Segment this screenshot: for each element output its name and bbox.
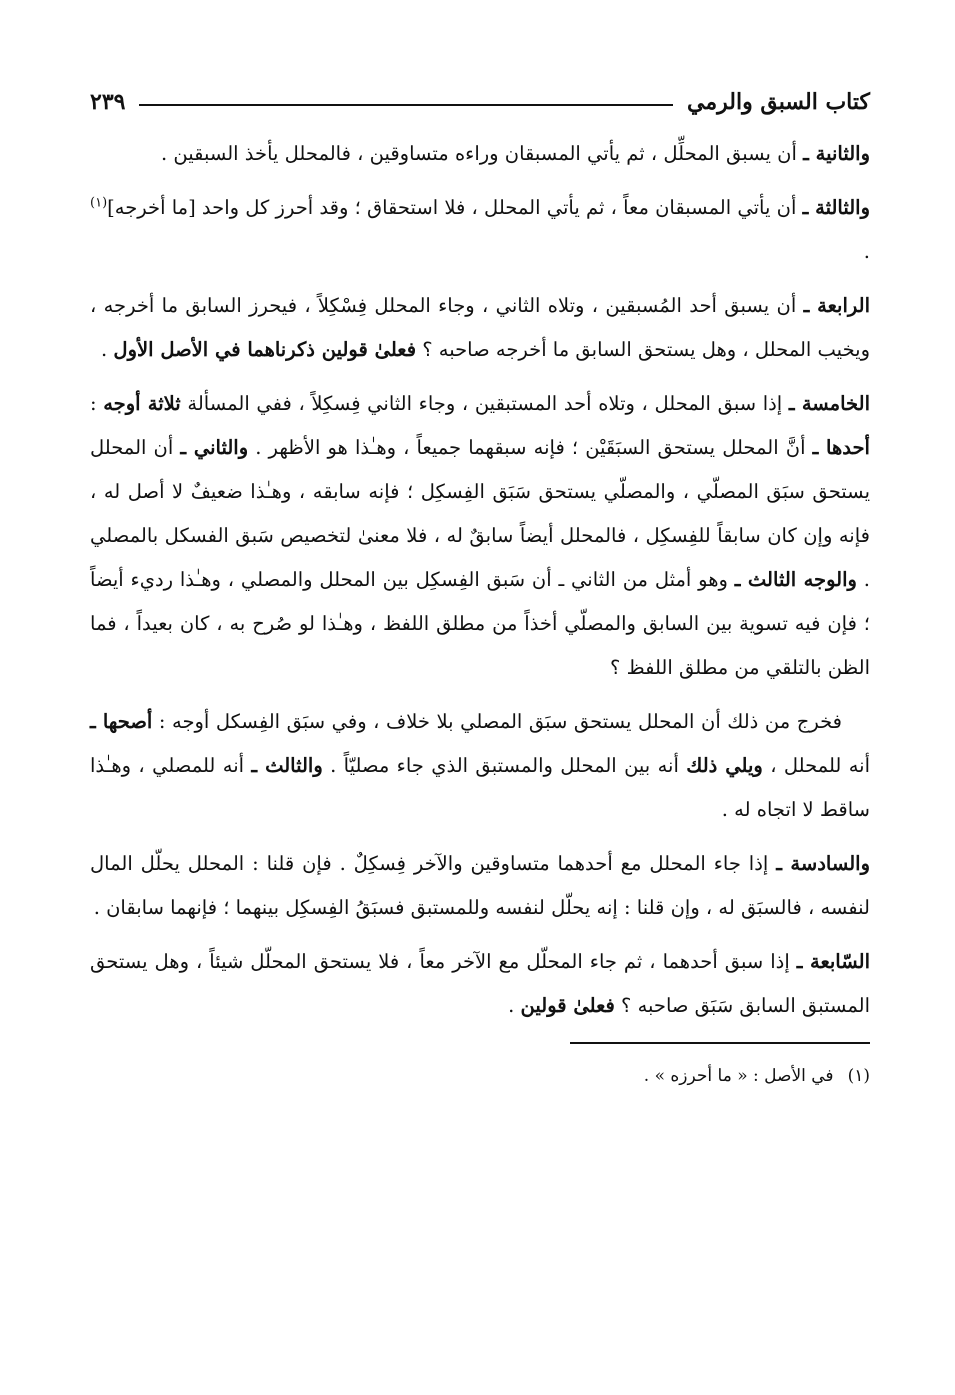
paragraph-tail: . (101, 338, 114, 361)
paragraph-tail: . (863, 240, 870, 263)
bold-term: والثالث ـ (251, 754, 323, 777)
paragraph-text: أن يأتي المسبقان معاً ، ثم يأتي المحلل ، فلا استحقاق ؛ وقد أحرز كل واحد [ما أخرجه] (107, 196, 803, 219)
paragraph-text: إذا سبق أحدهما ، ثم جاء المحلّل مع الآخر معاً ، فلا يستحق المحلّل شيئاً ، وهل يستحق المستبق السابق سَبَق صاحبه ؟ (90, 950, 870, 1017)
paragraph-text: أن يسبق أحد المُسبقين ، وتلاه الثاني ، وجاء المحلل فِسْكِلاً ، فيحرز السابق ما أخرجه ، ويخيب المحلل ، وهل يستحق السابق ما أخرجه صاحبه ؟ (90, 294, 870, 361)
paragraph-seventh (90, 940, 870, 1028)
main-text (90, 132, 870, 1028)
paragraph-text: أنه بين المحلل والمستبق الذي جاء مصليّاً . (322, 754, 687, 777)
page-number: ٢٣٩ (90, 89, 126, 115)
footnote-number: (١) (847, 1066, 870, 1086)
paragraph-text: فخرج من ذلك أن المحلل يستحق سبَق المصلي بلا خلاف ، وفي سبَق الفِسكل أوجه : (152, 710, 842, 733)
paragraph-bold-tail: فعلىٰ قولين ذكرناهما في الأصل الأول (113, 338, 417, 361)
paragraph-lead: السّابعة ـ (796, 950, 870, 973)
paragraph-text: وهو أمثل من الثاني ـ أن سَبق الفِسكِل بين المحلل والمصلي ، وهـٰذا رديء أيضاً ؛ فإن فيه تسوية بين السابق والمصلّي أخذاً من مطلق اللفظ ، وهـٰذا لو صُرح به ، كان بعيداً ، فما الظن بالتلقي من مطلق اللفظ ؟ (90, 568, 870, 679)
paragraph-text: : (90, 392, 104, 415)
paragraph-third (90, 186, 870, 274)
paragraph-fourth (90, 284, 870, 372)
book-page (90, 80, 870, 1355)
footnote-reference[interactable]: (١) (90, 195, 108, 211)
paragraph-text: أنه للمحلل ، (762, 754, 871, 777)
footnote (90, 1062, 870, 1090)
paragraph-conclusion (90, 700, 870, 832)
paragraph-lead: والسادسة ـ (776, 852, 870, 875)
paragraph-lead: الخامسة ـ (788, 392, 871, 415)
paragraph-text: أنه للمصلي ، وهـٰذا ساقط لا اتجاه له . (90, 754, 870, 821)
bold-term: والثاني ـ (180, 436, 249, 459)
bold-term: أصحها ـ (90, 710, 153, 733)
paragraph-lead: والثانية ـ (803, 142, 870, 165)
book-title: كتاب السبق والرمي (687, 89, 870, 115)
paragraph-lead: الرابعة ـ (803, 294, 871, 317)
paragraph-second (90, 132, 870, 176)
paragraph-tail: . (508, 994, 521, 1017)
paragraph-text: أن المحلل يستحق سبَق المصلّي ، والمصلّي يستحق سَبَق الفِسكِل ؛ فإنه سابقه ، وهـٰذا ضعيفٌ لا أصل له ، فإنه وإن كان سابقاً للفِسكِل ، فالمحلل أيضاً سابقٌ له ، فلا معنىٰ لتخصيص سَبق الفسكل بالمصلي . (90, 436, 870, 591)
paragraph-text: أن يسبق المحلِّل ، ثم يأتي المسبقان وراءه متساوقين ، فالمحلل يأخذ السبقين . (160, 142, 804, 165)
bold-term: ثلاثة أوجه (103, 392, 181, 415)
header-rule (139, 104, 673, 106)
paragraph-text: إذا سبق المحلل ، وتلاه أحد المستبقين ، وجاء الثاني فِسكِلاً ، ففي المسألة (180, 392, 789, 415)
paragraph-lead: والثالثة ـ (802, 196, 870, 219)
bold-term: والوجه الثالث ـ (734, 568, 857, 591)
footnote-divider (570, 1042, 870, 1044)
bold-term: ويلي ذلك (686, 754, 763, 777)
paragraph-fifth (90, 382, 870, 690)
paragraph-text: إذا جاء المحلل مع أحدهما متساوقين والآخر فِسكِلٌ . فإن قلنا : المحلل يحلّل المال لنفسه ، فالسبَق له ، وإن قلنا : إنه يحلّل لنفسه وللمستبق فسبَقُ الفِسكِل بينهما ؛ فإنهما سابقان . (90, 852, 870, 919)
paragraph-text: أنَّ المحلل يستحق السبَقَيْن ؛ فإنه سبقهما جميعاً ، وهـٰذا هو الأظهر . (248, 436, 813, 459)
footnote-text: في الأصل : « ما أحرزه » . (643, 1066, 834, 1086)
paragraph-sixth (90, 842, 870, 930)
bold-term: أحدها ـ (812, 436, 870, 459)
paragraph-bold-tail: فعلىٰ قولين (520, 994, 615, 1017)
running-header (90, 80, 870, 124)
